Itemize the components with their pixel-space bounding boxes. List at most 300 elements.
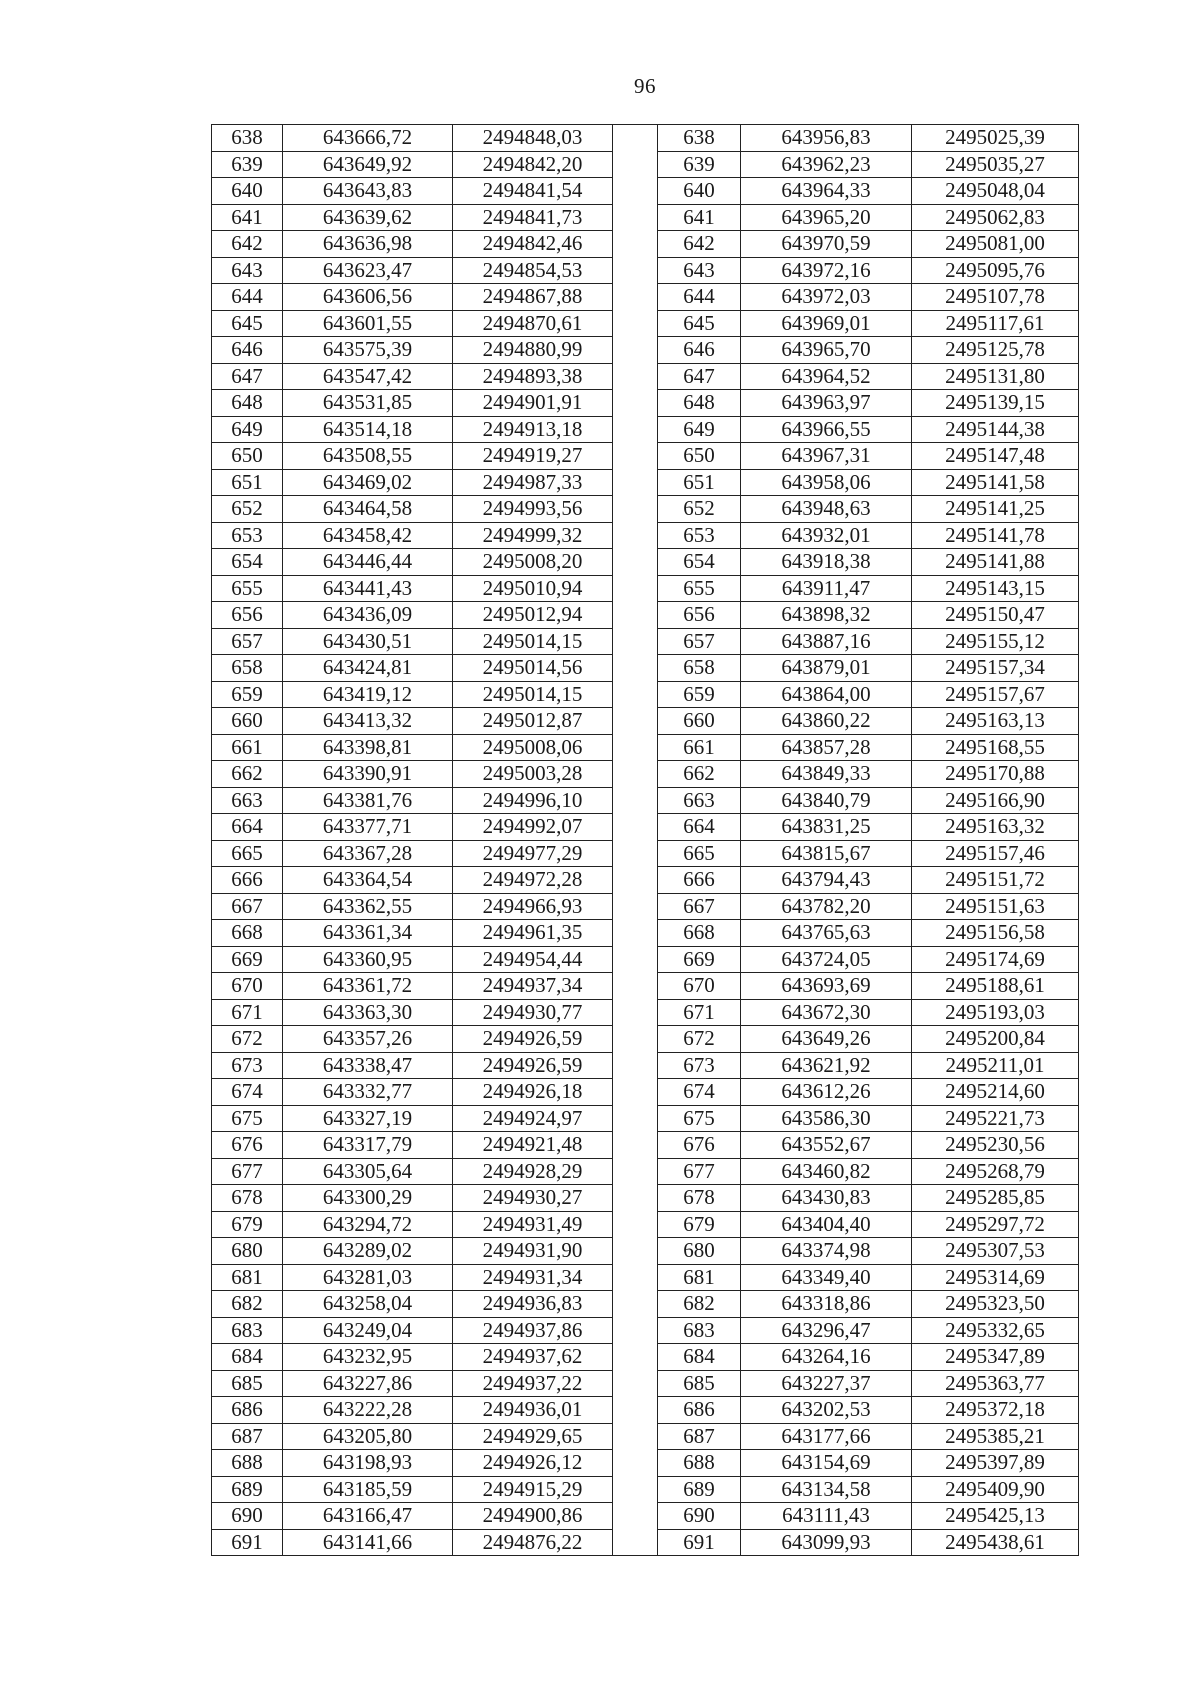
y-coordinate-right: 2495117,61 — [912, 310, 1079, 337]
x-coordinate-left: 643508,55 — [283, 443, 453, 470]
x-coordinate-right: 643177,66 — [741, 1423, 912, 1450]
point-number-left: 641 — [212, 204, 283, 231]
column-separator — [613, 443, 658, 470]
table-row — [212, 840, 1079, 867]
x-coordinate-left: 643446,44 — [283, 549, 453, 576]
y-coordinate-left: 2494936,83 — [453, 1291, 613, 1318]
x-coordinate-right: 643672,30 — [741, 999, 912, 1026]
y-coordinate-left: 2494926,18 — [453, 1079, 613, 1106]
y-coordinate-left: 2494915,29 — [453, 1476, 613, 1503]
x-coordinate-right: 643227,37 — [741, 1370, 912, 1397]
x-coordinate-left: 643575,39 — [283, 337, 453, 364]
x-coordinate-left: 643469,02 — [283, 469, 453, 496]
y-coordinate-right: 2495095,76 — [912, 257, 1079, 284]
x-coordinate-left: 643222,28 — [283, 1397, 453, 1424]
table-row — [212, 231, 1079, 258]
x-coordinate-left: 643198,93 — [283, 1450, 453, 1477]
y-coordinate-right: 2495268,79 — [912, 1158, 1079, 1185]
y-coordinate-left: 2494930,77 — [453, 999, 613, 1026]
point-number-right: 675 — [658, 1105, 741, 1132]
x-coordinate-left: 643377,71 — [283, 814, 453, 841]
column-separator — [613, 284, 658, 311]
column-separator — [613, 1529, 658, 1556]
column-separator — [613, 1344, 658, 1371]
table-row — [212, 734, 1079, 761]
column-separator — [613, 1291, 658, 1318]
column-separator — [613, 1238, 658, 1265]
point-number-right: 666 — [658, 867, 741, 894]
x-coordinate-right: 643374,98 — [741, 1238, 912, 1265]
x-coordinate-left: 643430,51 — [283, 628, 453, 655]
y-coordinate-left: 2494854,53 — [453, 257, 613, 284]
y-coordinate-left: 2495012,87 — [453, 708, 613, 735]
x-coordinate-left: 643398,81 — [283, 734, 453, 761]
column-separator — [613, 1397, 658, 1424]
table-row — [212, 787, 1079, 814]
x-coordinate-left: 643547,42 — [283, 363, 453, 390]
x-coordinate-right: 643693,69 — [741, 973, 912, 1000]
point-number-right: 667 — [658, 893, 741, 920]
x-coordinate-right: 643887,16 — [741, 628, 912, 655]
x-coordinate-right: 643621,92 — [741, 1052, 912, 1079]
x-coordinate-left: 643666,72 — [283, 125, 453, 152]
column-separator — [613, 840, 658, 867]
y-coordinate-left: 2494901,91 — [453, 390, 613, 417]
x-coordinate-left: 643360,95 — [283, 946, 453, 973]
point-number-right: 662 — [658, 761, 741, 788]
x-coordinate-right: 643864,00 — [741, 681, 912, 708]
x-coordinate-right: 643794,43 — [741, 867, 912, 894]
point-number-right: 661 — [658, 734, 741, 761]
column-separator — [613, 549, 658, 576]
column-separator — [613, 496, 658, 523]
point-number-left: 660 — [212, 708, 283, 735]
x-coordinate-left: 643458,42 — [283, 522, 453, 549]
point-number-left: 686 — [212, 1397, 283, 1424]
table-row — [212, 1503, 1079, 1530]
y-coordinate-right: 2495385,21 — [912, 1423, 1079, 1450]
point-number-left: 684 — [212, 1344, 283, 1371]
table-row — [212, 655, 1079, 682]
y-coordinate-right: 2495035,27 — [912, 151, 1079, 178]
point-number-left: 649 — [212, 416, 283, 443]
x-coordinate-left: 643363,30 — [283, 999, 453, 1026]
point-number-left: 640 — [212, 178, 283, 205]
point-number-left: 677 — [212, 1158, 283, 1185]
y-coordinate-left: 2494993,56 — [453, 496, 613, 523]
x-coordinate-right: 643815,67 — [741, 840, 912, 867]
column-separator — [613, 973, 658, 1000]
point-number-right: 663 — [658, 787, 741, 814]
point-number-right: 684 — [658, 1344, 741, 1371]
y-coordinate-right: 2495163,32 — [912, 814, 1079, 841]
coordinates-table-body — [212, 125, 1079, 1556]
x-coordinate-right: 643964,33 — [741, 178, 912, 205]
point-number-right: 651 — [658, 469, 741, 496]
table-row — [212, 708, 1079, 735]
y-coordinate-right: 2495193,03 — [912, 999, 1079, 1026]
x-coordinate-left: 643413,32 — [283, 708, 453, 735]
column-separator — [613, 920, 658, 947]
y-coordinate-left: 2494931,49 — [453, 1211, 613, 1238]
column-separator — [613, 734, 658, 761]
y-coordinate-left: 2494842,46 — [453, 231, 613, 258]
point-number-left: 652 — [212, 496, 283, 523]
point-number-left: 647 — [212, 363, 283, 390]
y-coordinate-right: 2495332,65 — [912, 1317, 1079, 1344]
table-row — [212, 1344, 1079, 1371]
y-coordinate-left: 2494928,29 — [453, 1158, 613, 1185]
y-coordinate-right: 2495438,61 — [912, 1529, 1079, 1556]
column-separator — [613, 469, 658, 496]
column-separator — [613, 310, 658, 337]
column-separator — [613, 1185, 658, 1212]
column-separator — [613, 1211, 658, 1238]
point-number-left: 655 — [212, 575, 283, 602]
y-coordinate-left: 2495008,06 — [453, 734, 613, 761]
x-coordinate-right: 643972,03 — [741, 284, 912, 311]
y-coordinate-left: 2494867,88 — [453, 284, 613, 311]
y-coordinate-left: 2494876,22 — [453, 1529, 613, 1556]
point-number-right: 644 — [658, 284, 741, 311]
table-row — [212, 628, 1079, 655]
column-separator — [613, 1026, 658, 1053]
y-coordinate-left: 2494977,29 — [453, 840, 613, 867]
column-separator — [613, 1370, 658, 1397]
y-coordinate-left: 2494870,61 — [453, 310, 613, 337]
y-coordinate-right: 2495425,13 — [912, 1503, 1079, 1530]
y-coordinate-right: 2495157,67 — [912, 681, 1079, 708]
y-coordinate-left: 2494937,62 — [453, 1344, 613, 1371]
x-coordinate-right: 643586,30 — [741, 1105, 912, 1132]
point-number-left: 645 — [212, 310, 283, 337]
y-coordinate-right: 2495107,78 — [912, 284, 1079, 311]
y-coordinate-right: 2495170,88 — [912, 761, 1079, 788]
point-number-right: 683 — [658, 1317, 741, 1344]
point-number-right: 642 — [658, 231, 741, 258]
point-number-right: 639 — [658, 151, 741, 178]
y-coordinate-right: 2495211,01 — [912, 1052, 1079, 1079]
y-coordinate-right: 2495200,84 — [912, 1026, 1079, 1053]
x-coordinate-right: 643765,63 — [741, 920, 912, 947]
y-coordinate-left: 2494996,10 — [453, 787, 613, 814]
x-coordinate-left: 643305,64 — [283, 1158, 453, 1185]
y-coordinate-right: 2495143,15 — [912, 575, 1079, 602]
x-coordinate-left: 643531,85 — [283, 390, 453, 417]
x-coordinate-right: 643724,05 — [741, 946, 912, 973]
point-number-left: 688 — [212, 1450, 283, 1477]
column-separator — [613, 257, 658, 284]
point-number-right: 647 — [658, 363, 741, 390]
point-number-left: 654 — [212, 549, 283, 576]
x-coordinate-left: 643381,76 — [283, 787, 453, 814]
table-row — [212, 1397, 1079, 1424]
point-number-left: 690 — [212, 1503, 283, 1530]
y-coordinate-left: 2494966,93 — [453, 893, 613, 920]
table-row — [212, 204, 1079, 231]
y-coordinate-left: 2495014,15 — [453, 628, 613, 655]
point-number-right: 640 — [658, 178, 741, 205]
y-coordinate-left: 2494987,33 — [453, 469, 613, 496]
y-coordinate-left: 2494931,34 — [453, 1264, 613, 1291]
page-number: 96 — [634, 74, 656, 98]
point-number-left: 656 — [212, 602, 283, 629]
column-separator — [613, 337, 658, 364]
x-coordinate-right: 643349,40 — [741, 1264, 912, 1291]
point-number-right: 690 — [658, 1503, 741, 1530]
column-separator — [613, 575, 658, 602]
x-coordinate-right: 643154,69 — [741, 1450, 912, 1477]
y-coordinate-right: 2495174,69 — [912, 946, 1079, 973]
point-number-right: 685 — [658, 1370, 741, 1397]
y-coordinate-left: 2494926,12 — [453, 1450, 613, 1477]
point-number-right: 673 — [658, 1052, 741, 1079]
y-coordinate-left: 2494921,48 — [453, 1132, 613, 1159]
point-number-left: 681 — [212, 1264, 283, 1291]
x-coordinate-left: 643249,04 — [283, 1317, 453, 1344]
table-row — [212, 1238, 1079, 1265]
y-coordinate-right: 2495155,12 — [912, 628, 1079, 655]
x-coordinate-left: 643636,98 — [283, 231, 453, 258]
x-coordinate-right: 643782,20 — [741, 893, 912, 920]
y-coordinate-left: 2495014,56 — [453, 655, 613, 682]
x-coordinate-left: 643364,54 — [283, 867, 453, 894]
table-row — [212, 416, 1079, 443]
point-number-left: 664 — [212, 814, 283, 841]
table-row — [212, 1185, 1079, 1212]
point-number-left: 644 — [212, 284, 283, 311]
table-row — [212, 867, 1079, 894]
table-row — [212, 178, 1079, 205]
point-number-left: 639 — [212, 151, 283, 178]
point-number-left: 676 — [212, 1132, 283, 1159]
x-coordinate-right: 643849,33 — [741, 761, 912, 788]
point-number-right: 649 — [658, 416, 741, 443]
y-coordinate-right: 2495285,85 — [912, 1185, 1079, 1212]
x-coordinate-left: 643332,77 — [283, 1079, 453, 1106]
table-row — [212, 814, 1079, 841]
x-coordinate-right: 643965,20 — [741, 204, 912, 231]
table-row — [212, 549, 1079, 576]
y-coordinate-right: 2495025,39 — [912, 125, 1079, 152]
x-coordinate-right: 643962,23 — [741, 151, 912, 178]
point-number-right: 657 — [658, 628, 741, 655]
x-coordinate-left: 643601,55 — [283, 310, 453, 337]
coordinates-table — [211, 124, 1079, 1556]
column-separator — [613, 1450, 658, 1477]
x-coordinate-left: 643338,47 — [283, 1052, 453, 1079]
point-number-right: 664 — [658, 814, 741, 841]
table-row — [212, 761, 1079, 788]
y-coordinate-left: 2494972,28 — [453, 867, 613, 894]
x-coordinate-left: 643424,81 — [283, 655, 453, 682]
column-separator — [613, 681, 658, 708]
x-coordinate-left: 643357,26 — [283, 1026, 453, 1053]
table-row — [212, 1052, 1079, 1079]
column-separator — [613, 602, 658, 629]
point-number-right: 680 — [658, 1238, 741, 1265]
table-row — [212, 920, 1079, 947]
x-coordinate-left: 643441,43 — [283, 575, 453, 602]
x-coordinate-left: 643141,66 — [283, 1529, 453, 1556]
y-coordinate-right: 2495150,47 — [912, 602, 1079, 629]
x-coordinate-left: 643289,02 — [283, 1238, 453, 1265]
column-separator — [613, 416, 658, 443]
y-coordinate-left: 2495008,20 — [453, 549, 613, 576]
x-coordinate-right: 643932,01 — [741, 522, 912, 549]
y-coordinate-left: 2494936,01 — [453, 1397, 613, 1424]
point-number-left: 657 — [212, 628, 283, 655]
x-coordinate-right: 643963,97 — [741, 390, 912, 417]
point-number-left: 673 — [212, 1052, 283, 1079]
x-coordinate-right: 643918,38 — [741, 549, 912, 576]
point-number-left: 662 — [212, 761, 283, 788]
x-coordinate-right: 643831,25 — [741, 814, 912, 841]
y-coordinate-right: 2495323,50 — [912, 1291, 1079, 1318]
x-coordinate-right: 643948,63 — [741, 496, 912, 523]
y-coordinate-right: 2495397,89 — [912, 1450, 1079, 1477]
y-coordinate-left: 2495010,94 — [453, 575, 613, 602]
column-separator — [613, 125, 658, 152]
x-coordinate-left: 643419,12 — [283, 681, 453, 708]
x-coordinate-left: 643464,58 — [283, 496, 453, 523]
table-row — [212, 257, 1079, 284]
y-coordinate-right: 2495144,38 — [912, 416, 1079, 443]
x-coordinate-right: 643972,16 — [741, 257, 912, 284]
column-separator — [613, 390, 658, 417]
point-number-left: 653 — [212, 522, 283, 549]
point-number-left: 691 — [212, 1529, 283, 1556]
y-coordinate-right: 2495372,18 — [912, 1397, 1079, 1424]
y-coordinate-left: 2494999,32 — [453, 522, 613, 549]
x-coordinate-left: 643623,47 — [283, 257, 453, 284]
point-number-right: 646 — [658, 337, 741, 364]
point-number-left: 668 — [212, 920, 283, 947]
y-coordinate-right: 2495141,58 — [912, 469, 1079, 496]
y-coordinate-left: 2495003,28 — [453, 761, 613, 788]
x-coordinate-right: 643612,26 — [741, 1079, 912, 1106]
table-row — [212, 1476, 1079, 1503]
y-coordinate-right: 2495314,69 — [912, 1264, 1079, 1291]
table-row — [212, 1370, 1079, 1397]
y-coordinate-right: 2495081,00 — [912, 231, 1079, 258]
y-coordinate-right: 2495151,72 — [912, 867, 1079, 894]
x-coordinate-right: 643649,26 — [741, 1026, 912, 1053]
point-number-left: 666 — [212, 867, 283, 894]
table-row — [212, 575, 1079, 602]
y-coordinate-left: 2495014,15 — [453, 681, 613, 708]
y-coordinate-right: 2495168,55 — [912, 734, 1079, 761]
table-row — [212, 1132, 1079, 1159]
point-number-left: 682 — [212, 1291, 283, 1318]
y-coordinate-right: 2495151,63 — [912, 893, 1079, 920]
table-row — [212, 337, 1079, 364]
point-number-right: 689 — [658, 1476, 741, 1503]
point-number-left: 658 — [212, 655, 283, 682]
x-coordinate-right: 643202,53 — [741, 1397, 912, 1424]
y-coordinate-right: 2495307,53 — [912, 1238, 1079, 1265]
table-row — [212, 1450, 1079, 1477]
x-coordinate-right: 643860,22 — [741, 708, 912, 735]
point-number-right: 656 — [658, 602, 741, 629]
y-coordinate-right: 2495166,90 — [912, 787, 1079, 814]
column-separator — [613, 628, 658, 655]
point-number-left: 670 — [212, 973, 283, 1000]
column-separator — [613, 655, 658, 682]
table-row — [212, 1026, 1079, 1053]
point-number-left: 659 — [212, 681, 283, 708]
y-coordinate-right: 2495141,25 — [912, 496, 1079, 523]
table-row — [212, 602, 1079, 629]
point-number-left: 685 — [212, 1370, 283, 1397]
point-number-right: 643 — [658, 257, 741, 284]
y-coordinate-left: 2494841,54 — [453, 178, 613, 205]
y-coordinate-right: 2495139,15 — [912, 390, 1079, 417]
column-separator — [613, 999, 658, 1026]
x-coordinate-right: 643958,06 — [741, 469, 912, 496]
point-number-right: 655 — [658, 575, 741, 602]
x-coordinate-right: 643404,40 — [741, 1211, 912, 1238]
y-coordinate-left: 2494926,59 — [453, 1052, 613, 1079]
table-row — [212, 125, 1079, 152]
y-coordinate-right: 2495230,56 — [912, 1132, 1079, 1159]
point-number-left: 680 — [212, 1238, 283, 1265]
x-coordinate-right: 643911,47 — [741, 575, 912, 602]
table-row — [212, 522, 1079, 549]
point-number-left: 675 — [212, 1105, 283, 1132]
column-separator — [613, 761, 658, 788]
point-number-left: 638 — [212, 125, 283, 152]
point-number-right: 674 — [658, 1079, 741, 1106]
x-coordinate-left: 643514,18 — [283, 416, 453, 443]
table-row — [212, 443, 1079, 470]
x-coordinate-left: 643327,19 — [283, 1105, 453, 1132]
column-separator — [613, 1132, 658, 1159]
point-number-left: 683 — [212, 1317, 283, 1344]
y-coordinate-left: 2494929,65 — [453, 1423, 613, 1450]
point-number-right: 650 — [658, 443, 741, 470]
x-coordinate-right: 643879,01 — [741, 655, 912, 682]
point-number-left: 687 — [212, 1423, 283, 1450]
column-separator — [613, 522, 658, 549]
y-coordinate-left: 2494930,27 — [453, 1185, 613, 1212]
y-coordinate-left: 2494893,38 — [453, 363, 613, 390]
column-separator — [613, 814, 658, 841]
x-coordinate-left: 643643,83 — [283, 178, 453, 205]
x-coordinate-left: 643294,72 — [283, 1211, 453, 1238]
y-coordinate-right: 2495131,80 — [912, 363, 1079, 390]
point-number-right: 672 — [658, 1026, 741, 1053]
y-coordinate-left: 2494992,07 — [453, 814, 613, 841]
y-coordinate-left: 2494848,03 — [453, 125, 613, 152]
point-number-right: 658 — [658, 655, 741, 682]
x-coordinate-right: 643264,16 — [741, 1344, 912, 1371]
column-separator — [613, 1052, 658, 1079]
x-coordinate-right: 643898,32 — [741, 602, 912, 629]
x-coordinate-right: 643318,86 — [741, 1291, 912, 1318]
table-row — [212, 1079, 1079, 1106]
point-number-left: 642 — [212, 231, 283, 258]
table-row — [212, 496, 1079, 523]
column-separator — [613, 1476, 658, 1503]
point-number-right: 670 — [658, 973, 741, 1000]
point-number-right: 653 — [658, 522, 741, 549]
x-coordinate-left: 643300,29 — [283, 1185, 453, 1212]
x-coordinate-right: 643970,59 — [741, 231, 912, 258]
y-coordinate-right: 2495147,48 — [912, 443, 1079, 470]
x-coordinate-left: 643606,56 — [283, 284, 453, 311]
y-coordinate-left: 2494937,86 — [453, 1317, 613, 1344]
